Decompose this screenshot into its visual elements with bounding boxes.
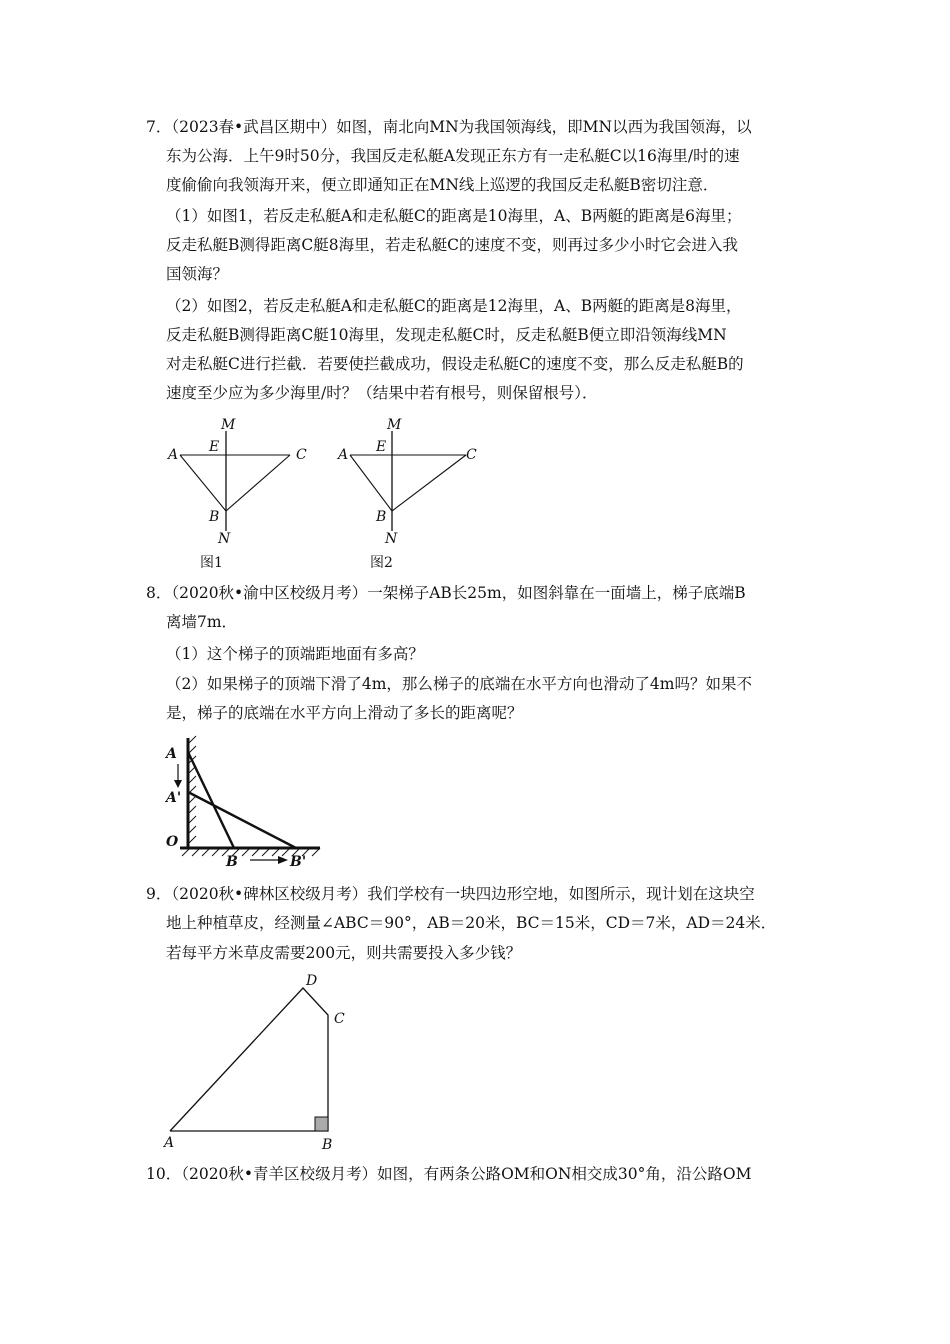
fig1-label-M: M	[221, 417, 236, 433]
p8-q1: （1）这个梯子的顶端距地面有多高？	[166, 645, 424, 663]
fig1-label-A: A	[168, 447, 179, 463]
fig2-label-N: N	[385, 531, 398, 547]
ladder-label-B: B	[226, 854, 238, 870]
p9-line-2: 地上种植草皮，经测量∠ABC＝90°，AB＝20米，BC＝15米，CD＝7米，AD＝24米．	[166, 914, 777, 932]
p7-figure-1	[160, 415, 320, 575]
p8-q2-line-1: （2）如果梯子的顶端下滑了4m，那么梯子的底端在水平方向也滑动了4m吗？如果不	[166, 675, 752, 693]
p7-line-3: 度偷偷向我领海开来，便立即通知正在MN线上巡逻的我国反走私艇B密切注意．	[166, 176, 719, 194]
fig2-label-B: B	[376, 509, 387, 525]
p7-q2-line-4: 速度至少应为多少海里/时？（结果中若有根号，则保留根号）．	[166, 384, 598, 402]
ladder-label-O: O	[166, 834, 179, 850]
p7-q1-line-3: 国领海？	[166, 265, 229, 283]
p10-line-1: 10．（2020秋•青羊区校级月考）如图，有两条公路OM和ON相交成30°角，沿公路OM	[146, 1165, 752, 1183]
fig2-label-M: M	[387, 417, 402, 433]
ladder-label-B-prime: B'	[290, 854, 307, 870]
p9-quadrilateral-figure	[160, 965, 360, 1155]
p8-line-2: 离墙7m．	[166, 613, 238, 631]
ladder-label-A-prime: A'	[166, 790, 182, 806]
quad-label-B: B	[322, 1137, 333, 1153]
fig1-label-B: B	[209, 509, 220, 525]
p9-line-3: 若每平方米草皮需要200元，则共需要投入多少钱？	[166, 944, 522, 962]
p8-q2-line-2: 是，梯子的底端在水平方向上滑动了多长的距离呢？	[166, 704, 523, 722]
quad-label-D: D	[306, 973, 318, 989]
p8-ladder-figure	[160, 730, 340, 875]
p7-figure-2	[330, 415, 490, 575]
quad-label-C: C	[334, 1011, 345, 1027]
quad-label-A: A	[164, 1135, 175, 1151]
p7-q2-line-2: 反走私艇B测得距离C艇10海里，发现走私艇C时，反走私艇B便立即沿领海线MN	[166, 326, 727, 344]
fig1-label-N: N	[218, 531, 231, 547]
fig2-label-C: C	[466, 447, 477, 463]
p7-line-2: 东为公海．上午9时50分，我国反走私艇A发现正东方有一走私艇C以16海里/时的速	[166, 147, 740, 165]
fig1-caption: 图1	[200, 555, 223, 571]
p7-q2-line-1: （2）如图2，若反走私艇A和走私艇C的距离是12海里，A、B两艇的距离是8海里，	[166, 297, 742, 315]
fig2-label-A: A	[338, 447, 349, 463]
p7-line-1: 7．（2023春•武昌区期中）如图，南北向MN为我国领海线，即MN以西为我国领海，以	[146, 118, 752, 136]
fig1-label-C: C	[296, 447, 307, 463]
p9-line-1: 9．（2020秋•碑林区校级月考）我们学校有一块四边形空地，如图所示，现计划在这块空	[146, 885, 755, 903]
fig2-label-E: E	[376, 439, 387, 455]
p8-line-1: 8．（2020秋•渝中区校级月考）一架梯子AB长25m，如图斜靠在一面墙上，梯子底端B	[146, 584, 746, 602]
fig2-caption: 图2	[370, 555, 393, 571]
fig1-label-E: E	[209, 439, 220, 455]
p7-q1-line-1: （1）如图1，若反走私艇A和走私艇C的距离是10海里，A、B两艇的距离是6海里；	[166, 207, 742, 225]
p7-q2-line-3: 对走私艇C进行拦截．若要使拦截成功，假设走私艇C的速度不变，那么反走私艇B的	[166, 355, 744, 373]
p7-q1-line-2: 反走私艇B测得距离C艇8海里，若走私艇C的速度不变，则再过多少小时它会进入我	[166, 236, 738, 254]
ladder-label-A: A	[166, 746, 177, 762]
